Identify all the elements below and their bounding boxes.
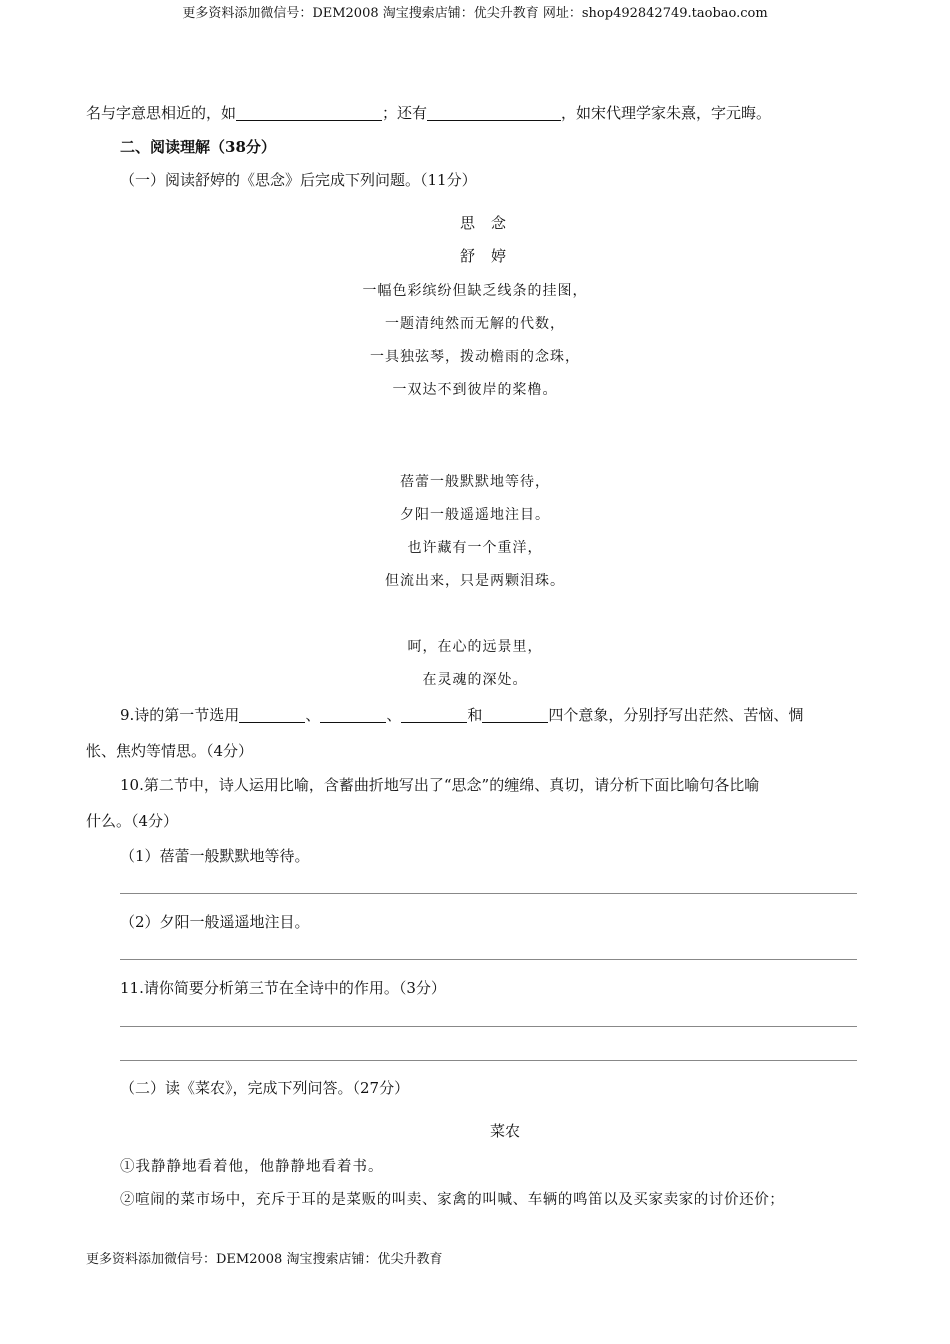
essay-paragraph: ①我静静地看着他，他静静地看着书。 xyxy=(120,1159,384,1175)
page-header-banner: 更多资料添加微信号：DEM2008 淘宝搜索店铺：优尖升教育 网址：shop492842749.taobao.com xyxy=(182,6,768,21)
part2-instruction: （二）读《菜农》，完成下列问答。（27分） xyxy=(120,1079,410,1097)
intro-text-b: ；还有 xyxy=(382,104,428,122)
poem-line: 夕阳一般遥遥地注目。 xyxy=(400,507,550,523)
answer-line[interactable] xyxy=(120,1060,857,1061)
poem-line: 在灵魂的深处。 xyxy=(422,672,528,688)
poem-line: 也许藏有一个重洋， xyxy=(407,540,543,556)
q9-sep: 、 xyxy=(305,706,321,724)
q9-suffix: 四个意象，分别抒写出茫然、苦恼、惆 xyxy=(548,706,804,724)
poem-line: 但流出来，只是两颗泪珠。 xyxy=(385,573,565,589)
poem-line: 蓓蕾一般默默地等待， xyxy=(400,474,550,490)
intro-line xyxy=(86,102,771,123)
essay-title: 菜农 xyxy=(489,1122,520,1140)
poem-line: 一幅色彩缤纷但缺乏线条的挂图， xyxy=(362,283,588,299)
question-9-cont: 怅、焦灼等情思。（4分） xyxy=(86,742,254,760)
q9-prefix: 9.诗的第一节选用 xyxy=(120,706,240,724)
question-10: 10.第二节中，诗人运用比喻，含蓄曲折地写出了“思念”的缠绵、真切，请分析下面比喻句各比喻 xyxy=(120,776,760,794)
question-9 xyxy=(120,704,803,725)
section-heading: 二、阅读理解（38分） xyxy=(120,138,276,156)
answer-blank[interactable] xyxy=(427,106,561,121)
answer-line[interactable] xyxy=(120,959,857,960)
answer-line[interactable] xyxy=(120,1026,857,1027)
answer-line[interactable] xyxy=(120,893,857,894)
question-11: 11.请你简要分析第三节在全诗中的作用。（3分） xyxy=(120,979,446,997)
answer-blank[interactable] xyxy=(236,106,382,121)
part1-instruction: （一）阅读舒婷的《思念》后完成下列问题。（11分） xyxy=(120,171,477,189)
poem-line: 呵，在心的远景里， xyxy=(407,639,543,655)
question-10-cont: 什么。（4分） xyxy=(86,812,179,830)
page-footer: 更多资料添加微信号：DEM2008 淘宝搜索店铺：优尖升教育 xyxy=(86,1252,443,1267)
question-10-sub2: （2）夕阳一般遥遥地注目。 xyxy=(120,913,310,931)
intro-text-c: ，如宋代理学家朱熹，字元晦。 xyxy=(561,104,772,122)
q9-sep: 和 xyxy=(467,706,483,724)
poem-author: 舒婷 xyxy=(459,247,522,265)
poem-line: 一题清纯然而无解的代数， xyxy=(385,316,565,332)
poem-line: 一具独弦琴，拨动檐雨的念珠， xyxy=(370,349,580,365)
question-10-sub1: （1）蓓蕾一般默默地等待。 xyxy=(120,847,310,865)
intro-text-a: 名与字意思相近的，如 xyxy=(86,104,237,122)
answer-blank[interactable] xyxy=(401,708,467,723)
answer-blank[interactable] xyxy=(239,708,305,723)
answer-blank[interactable] xyxy=(320,708,386,723)
answer-blank[interactable] xyxy=(482,708,548,723)
essay-paragraph: ②喧闹的菜市场中，充斥于耳的是菜贩的叫卖、家禽的叫喊、车辆的鸣笛以及买家卖家的讨价还价； xyxy=(120,1192,785,1208)
poem-title: 思念 xyxy=(459,214,522,232)
q9-sep: 、 xyxy=(386,706,402,724)
poem-line: 一双达不到彼岸的桨橹。 xyxy=(392,382,558,398)
